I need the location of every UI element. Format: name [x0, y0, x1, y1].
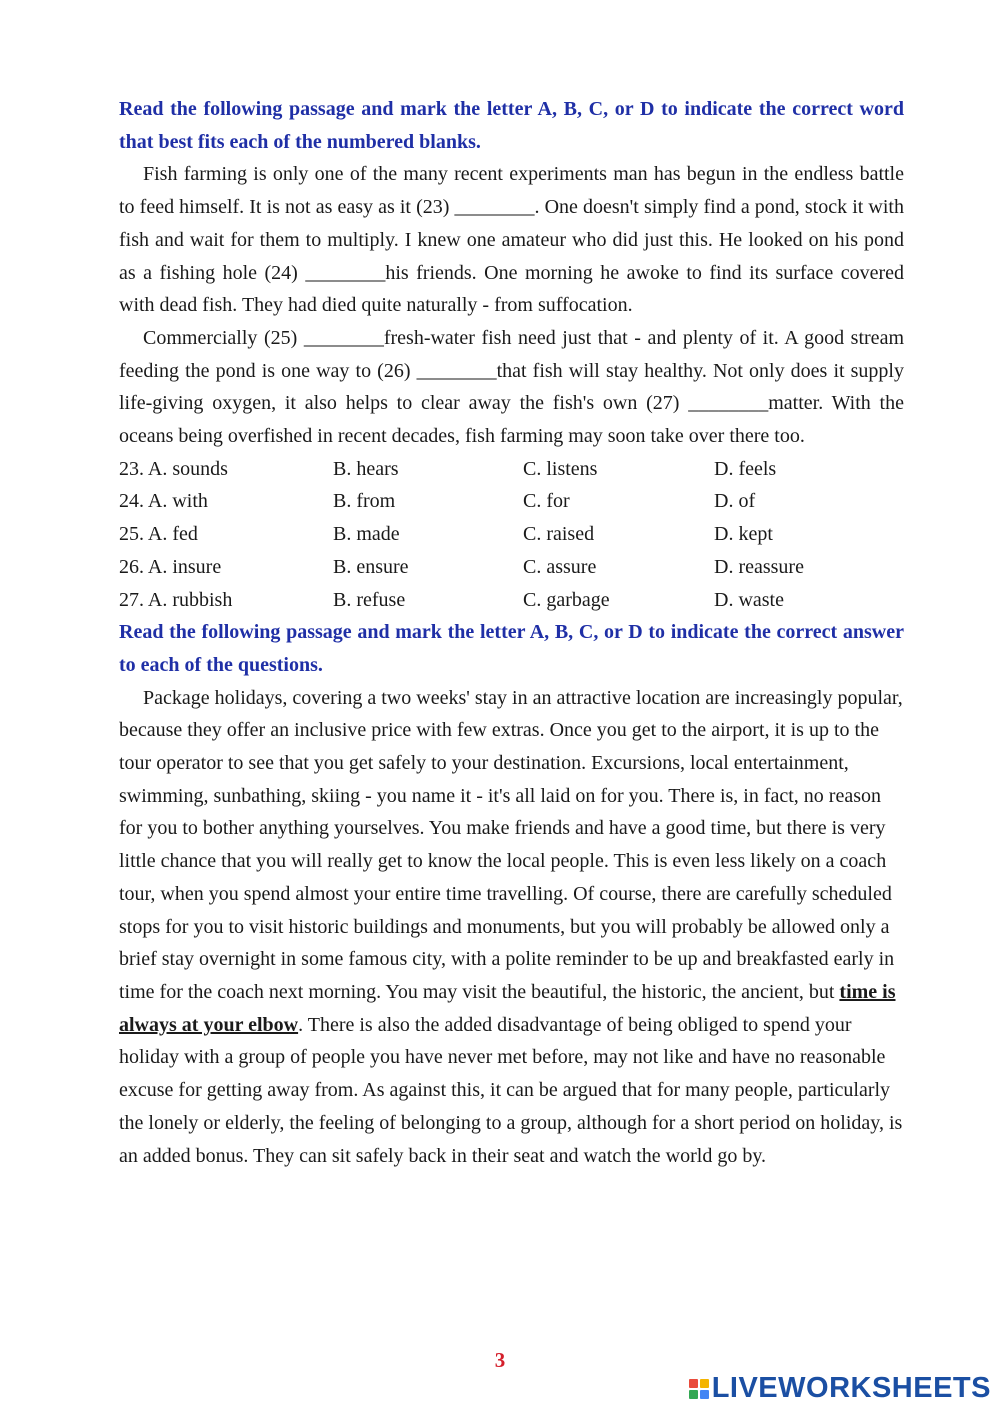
option-b: B. refuse [333, 588, 406, 611]
question-row-27 [119, 584, 904, 617]
option-a: 26. A. insure [119, 555, 222, 578]
liveworksheets-watermark [689, 1372, 991, 1405]
question-list [119, 453, 904, 617]
option-b: B. made [333, 523, 400, 546]
option-c: C. raised [523, 523, 595, 546]
passage1-paragraph-2: Commercially (25) ________fresh-water fish need just that - and plenty of it. A good stream feeding the pond is one way to (26) ________that fish will stay healthy. Not only does it supply life-giving oxygen, it also helps to clear away the fish's own (27) ________matter. With the oceans being overfished in recent decades, fish farming may soon take over there too. [119, 326, 904, 448]
page-number: 3 [494, 1348, 506, 1372]
question-row-23 [119, 453, 904, 486]
passage1-paragraph-1: Fish farming is only one of the many recent experiments man has begun in the endless battle to feed himself. It is not as easy as it (23) ________. One doesn't simply find a pond, stock it with fish and wait for them to multiply. I knew one amateur who did just this. He looked on his pond as a fishing hole (24) ________his friends. One morning he awoke to find its surface covered with dead fish. They had died quite naturally - from suffocation. [119, 163, 904, 317]
option-b: B. hears [333, 457, 399, 480]
passage2-text-part1: Package holidays, covering a two weeks' stay in an attractive location are increasingly popular, because they offer an inclusive price with few extras. Once you get to the airport, it is up to the tour operator to see that you get safely to your destination. Excursions, local entertainment, swimming, sunbathing, skiing - you name it - it's all laid on for you. There is, in fact, no reason for you to bother anything yourselves. You make friends and have a good time, but there is very little chance that you will really get to know the local people. This is even less likely on a coach tour, when you spend almost your entire time travelling. Of course, there are carefully scheduled stops for you to visit historic buildings and monuments, but you will probably be allowed only a brief stay overnight in some famous city, with a polite reminder to be up and breakfasted early in time for the coach next morning. You may visit the beautiful, the historic, the ancient, but [119, 686, 903, 1003]
option-a: 27. A. rubbish [119, 588, 233, 611]
option-c: C. for [523, 490, 570, 513]
question-row-26 [119, 551, 904, 584]
liveworksheets-logo-icon [689, 1379, 709, 1399]
section2-heading: Read the following passage and mark the letter A, B, C, or D to indicate the correct answer to each of the questions. [119, 621, 904, 676]
option-d: D. waste [714, 588, 784, 611]
option-c: C. assure [523, 555, 597, 578]
option-d: D. feels [714, 457, 777, 480]
question-row-24 [119, 485, 904, 518]
brand-name: LIVEWORKSHEETS [711, 1372, 991, 1404]
option-d: D. kept [714, 523, 773, 546]
option-a: 23. A. sounds [119, 457, 228, 480]
option-c: C. garbage [523, 588, 610, 611]
option-a: 24. A. with [119, 490, 208, 513]
option-b: B. from [333, 490, 396, 513]
section1-heading: Read the following passage and mark the letter A, B, C, or D to indicate the correct word that best fits each of the numbered blanks. [119, 98, 904, 153]
option-a: 25. A. fed [119, 523, 198, 546]
worksheet-page [119, 93, 904, 1172]
passage2-paragraph [119, 682, 904, 1173]
question-row-25 [119, 518, 904, 551]
option-d: D. of [714, 490, 756, 513]
passage2-text-part2: . There is also the added disadvantage of being obliged to spend your holiday with a group of people you have never met before, may not like and have no reasonable excuse for getting away from. As against this, it can be argued that for many people, particularly the lonely or elderly, the feeling of belonging to a group, although for a short period on holiday, is an added bonus. They can sit safely back in their seat and watch the world go by. [119, 1013, 903, 1167]
option-d: D. reassure [714, 555, 804, 578]
option-c: C. listens [523, 457, 598, 480]
option-b: B. ensure [333, 555, 409, 578]
underlined-phrase: time is always at your elbow [119, 980, 896, 1036]
